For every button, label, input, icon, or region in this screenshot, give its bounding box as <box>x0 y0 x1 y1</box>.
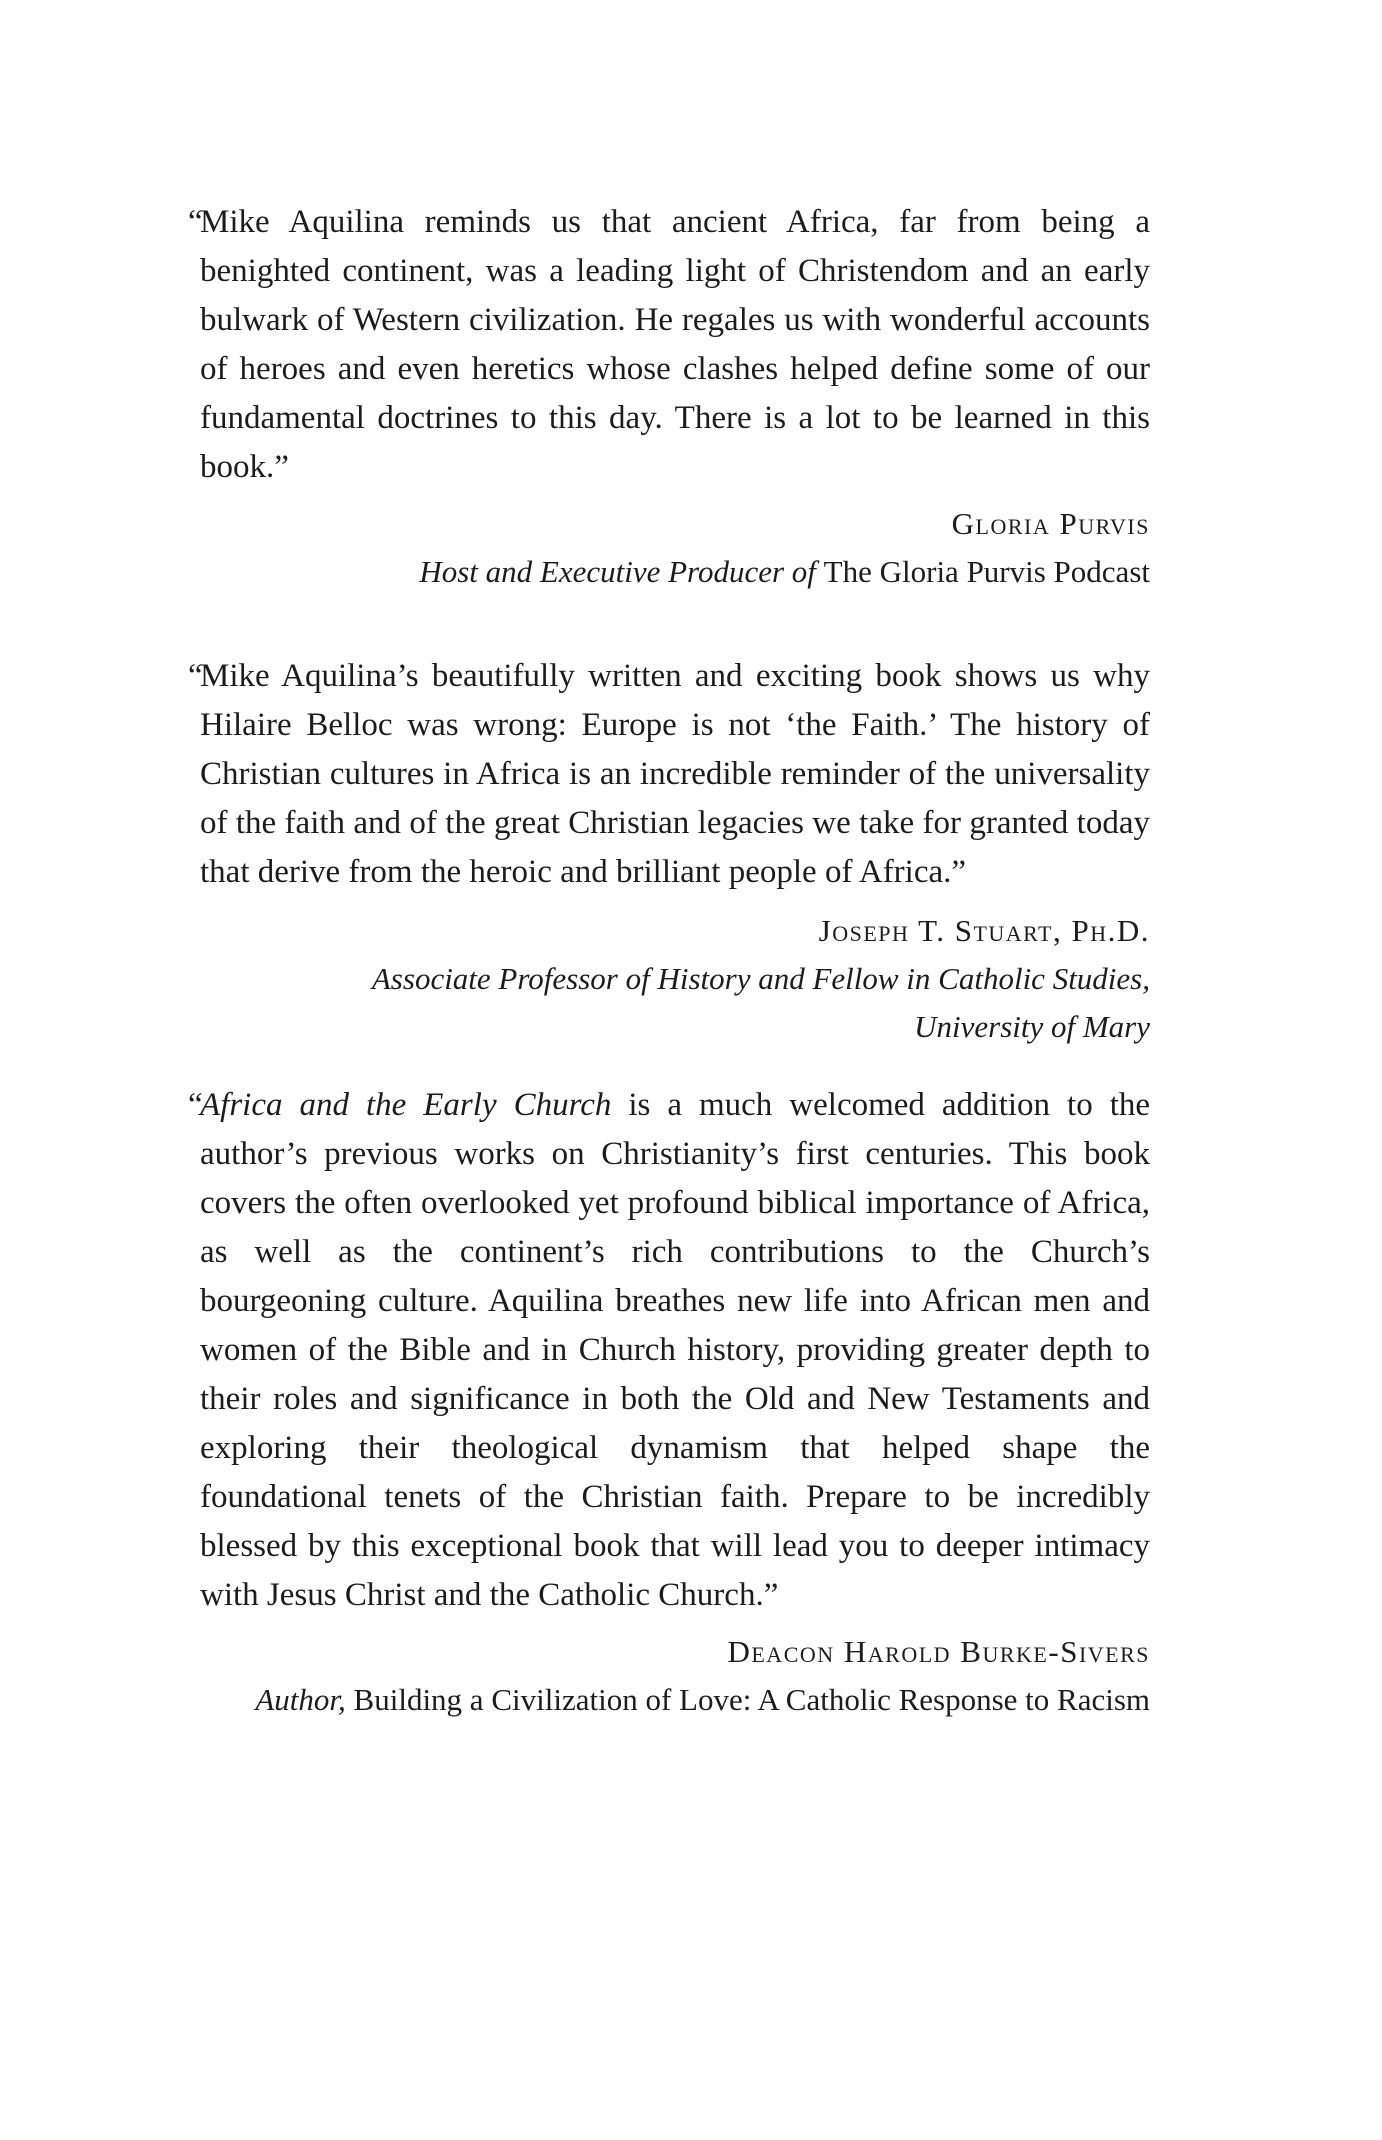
endorser-name: Joseph T. Stuart, Ph.D. <box>818 913 1150 948</box>
endorsement-harold-burke-sivers <box>188 1081 1151 1724</box>
attribution <box>200 1628 1150 1724</box>
endorsements-page <box>188 198 1151 1724</box>
endorser-role: Author, Building a Civilization of Love: A Catholic Response to Racism <box>255 1682 1150 1717</box>
endorsement-joseph-stuart <box>188 652 1150 1051</box>
endorser-name: Gloria Purvis <box>951 506 1150 541</box>
opening-quote-mark: “ <box>188 658 203 694</box>
book-title: Africa and the Early Church <box>200 1087 612 1123</box>
opening-quote-mark: “ <box>188 1087 203 1123</box>
endorsement-quote <box>188 1081 1151 1620</box>
endorsement-gloria-purvis <box>188 198 1150 596</box>
attribution <box>200 500 1150 596</box>
opening-quote-mark: “ <box>188 204 203 240</box>
quote-text: Mike Aquilina reminds us that ancient Africa, far from being a benighted continent, was a leading light of Christendom and an early bulwark of Western civilization. He regales us with wonderful accounts of heroes and even heretics whose clashes helped define some of our fundamental doctrines to this day. There is a lot to be learned in this book.” <box>200 204 1150 485</box>
endorsement-quote <box>188 198 1150 492</box>
endorser-role: Associate Professor of History and Fellow in Catholic Studies, <box>371 961 1150 996</box>
endorser-role: Host and Executive Producer of The Gloria Purvis Podcast <box>419 554 1150 589</box>
attribution <box>200 907 1150 1051</box>
quote-text: is a much welcomed addition to the author’s previous works on Christianity’s first centuries. This book covers the often overlooked yet profound biblical importance of Africa, as well as the continent’s rich contributions to the Church’s bourgeoning culture. Aquilina breathes new life into African men and women of the Bible and in Church history, providing greater depth to their roles and significance in both the Old and New Testaments and exploring their theological dynamism that helped shape the foundational tenets of the Christian faith. Prepare to be incredibly blessed by this exceptional book that will lead you to deeper intimacy with Jesus Christ and the Catholic Church.” <box>200 1087 1151 1613</box>
endorser-affiliation: University of Mary <box>914 1009 1150 1044</box>
endorser-name: Deacon Harold Burke-Sivers <box>727 1634 1150 1669</box>
quote-text: Mike Aquilina’s beautifully written and exciting book shows us why Hilaire Belloc was wrong: Europe is not ‘the Faith.’ The history of Christian cultures in Africa is an incredible reminder of the universality of the faith and of the great Christian legacies we take for granted today that derive from the heroic and brilliant people of Africa.” <box>200 658 1150 890</box>
endorsement-quote <box>188 652 1150 897</box>
